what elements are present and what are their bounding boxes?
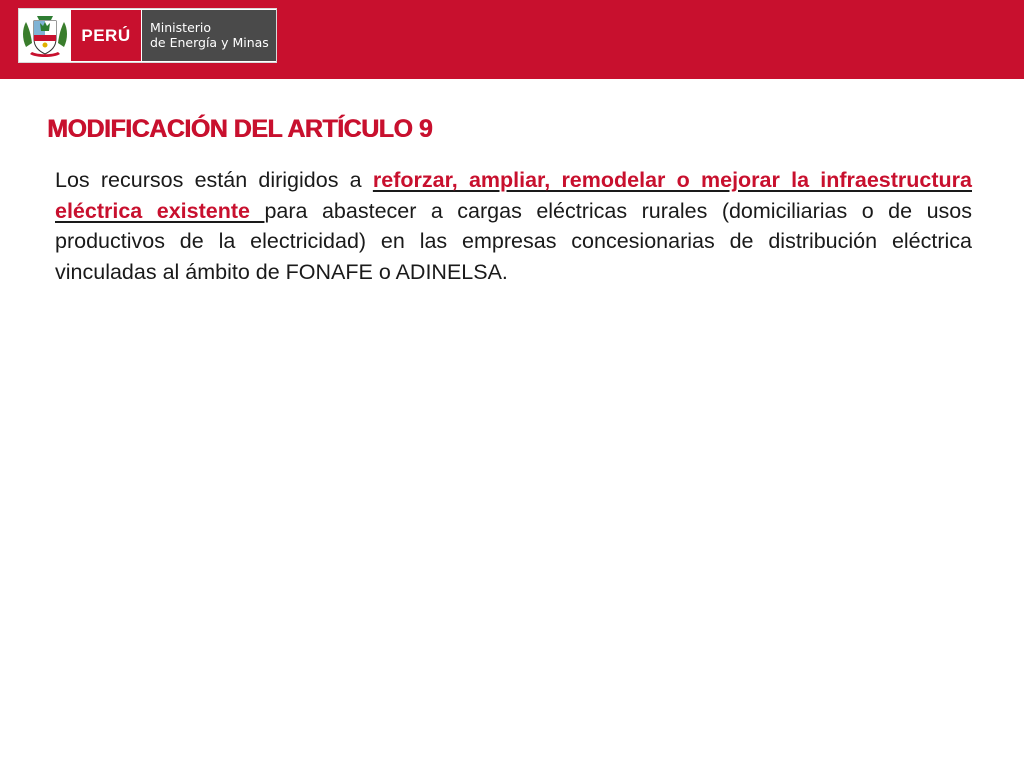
paragraph-rest: para abastecer a cargas eléctricas rurales (domiciliarias o de usos productivos de la electricidad) en las empresas concesionarias de distribución eléctrica vinculadas al ámbito de FONAFE o ADINELSA. [55,198,972,284]
slide-paragraph [55,165,972,287]
header-bar [0,0,1024,79]
paragraph-intro: Los recursos están dirigidos a [55,168,373,192]
ministry-name [142,10,276,61]
peru-coat-of-arms-icon [22,11,68,61]
country-label: PERÚ [71,10,141,61]
slide-title: MODIFICACIÓN DEL ARTÍCULO 9 [47,115,433,143]
ministry-name-line-2: de Energía y Minas [150,35,269,50]
ministry-name-line-1: Ministerio [150,20,212,35]
ministry-logo [18,8,277,63]
paragraph-highlight: reforzar, ampliar, remodelar o mejorar la infraestructura eléctrica existente [55,168,972,223]
